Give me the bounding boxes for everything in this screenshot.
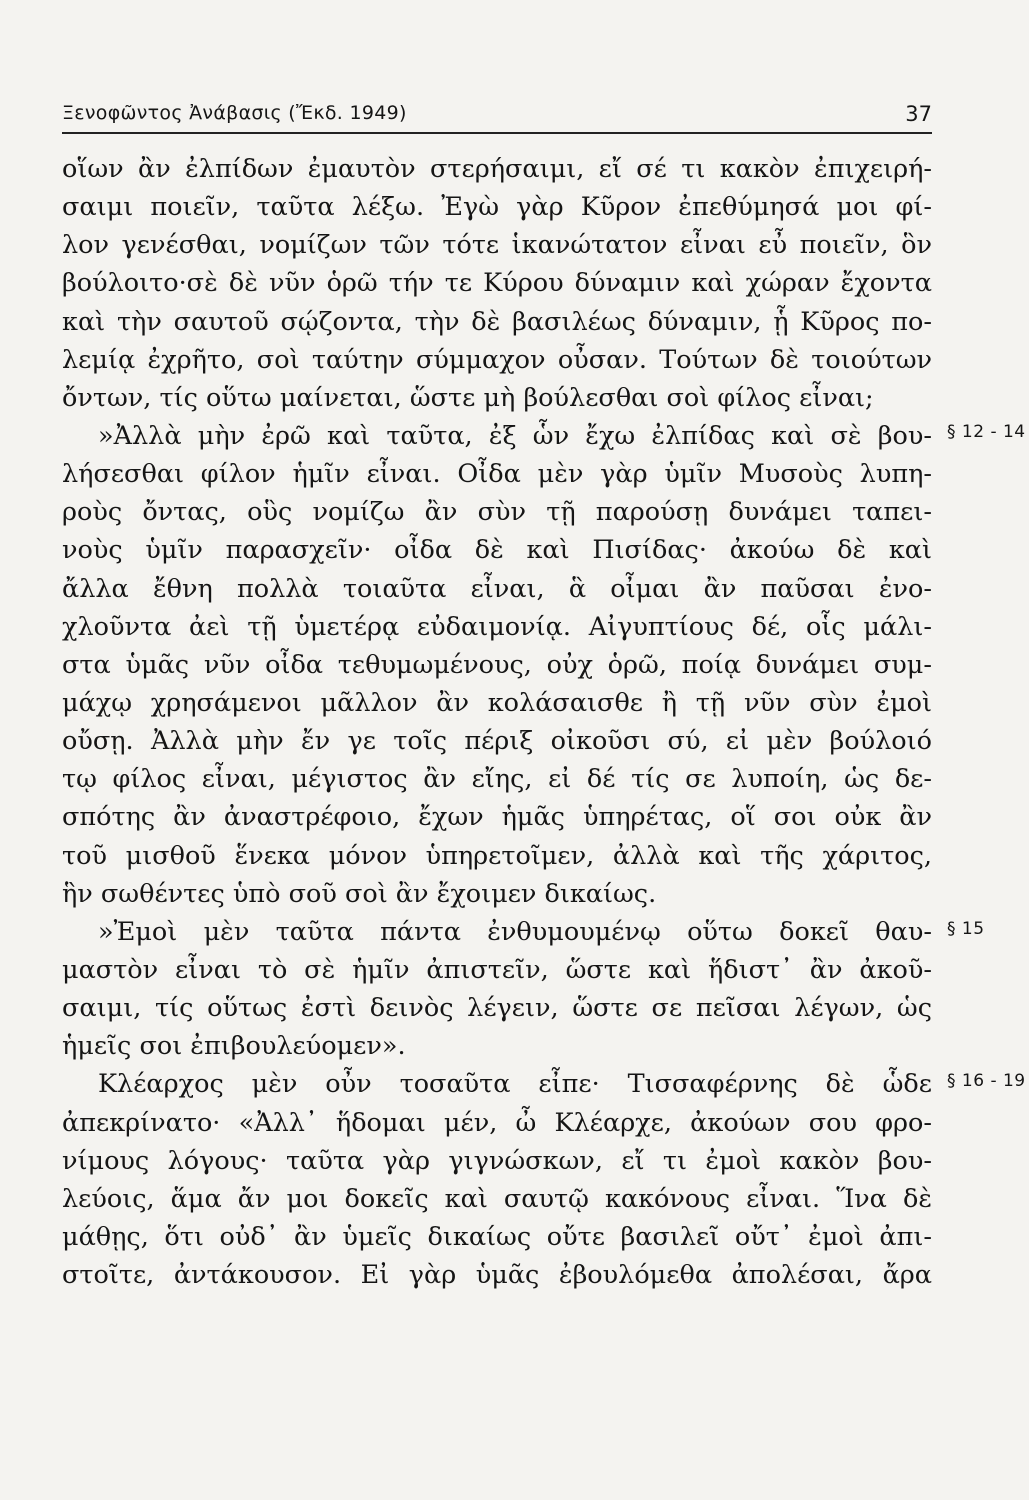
text-line: ἡμεῖς σοι ἐπιβουλεύομεν». (62, 1031, 406, 1062)
text-line: λον γενέσθαι, νομίζων τῶν τότε ἱκανώτατον εἶναι εὖ ποιεῖν, ὃν (62, 230, 932, 261)
text-line: βούλοιτο·σὲ δὲ νῦν ὁρῶ τήν τε Κύρου δύναμιν καὶ χώραν ἔχοντα (62, 268, 932, 299)
text-line: σαιμι, τίς οὕτως ἐστὶ δεινὸς λέγειν, ὥστε σε πεῖσαι λέγων, ὡς (62, 993, 932, 1024)
running-header (62, 96, 932, 134)
section-marker: § 12 - 14 (947, 422, 1026, 442)
text-line: στα ὑμᾶς νῦν οἶδα τεθυμωμένους, οὐχ ὁρῶ, ποίᾳ δυνάμει συμ- (62, 649, 932, 680)
text-line: λήσεσθαι φίλον ἡμῖν εἶναι. Οἶδα μὲν γὰρ ὑμῖν Μυσοὺς λυπη- (62, 459, 932, 490)
text-line: νοὺς ὑμῖν παρασχεῖν· οἶδα δὲ καὶ Πισίδας· ἀκούω δὲ καὶ (62, 535, 932, 566)
text-line: χλοῦντα ἀεὶ τῇ ὑμετέρᾳ εὐδαιμονίᾳ. Αἰγυπτίους δέ, οἷς μάλι- (62, 611, 932, 642)
section-marker: § 16 - 19 (947, 1071, 1026, 1091)
text-line: μαστὸν εἶναι τὸ σὲ ἡμῖν ἀπιστεῖν, ὥστε καὶ ἥδιστ᾽ ἂν ἀκοῦ- (62, 954, 932, 985)
text-line: τοῦ μισθοῦ ἕνεκα μόνον ὑπηρετοῖμεν, ἀλλὰ καὶ τῆς χάριτος, (62, 840, 932, 871)
text-line: Κλέαρχος μὲν οὖν τοσαῦτα εἶπε· Τισσαφέρνης δὲ ὧδε (98, 1069, 932, 1100)
text-line: τῳ φίλος εἶναι, μέγιστος ἂν εἴης, εἰ δέ τίς σε λυποίη, ὡς δε- (62, 764, 932, 795)
text-line: σαιμι ποιεῖν, ταῦτα λέξω. Ἐγὼ γὰρ Κῦρον ἐπεθύμησά μοι φί- (62, 192, 932, 223)
text-line: λεύοις, ἅμα ἄν μοι δοκεῖς καὶ σαυτῷ κακόνους εἶναι. Ἵνα δὲ (62, 1183, 932, 1214)
text-line: ἣν σωθέντες ὑπὸ σοῦ σοὶ ἂν ἔχοιμεν δικαίως. (62, 878, 657, 909)
text-line: σπότης ἂν ἀναστρέφοιο, ἔχων ἡμᾶς ὑπηρέτας, οἵ σοι οὐκ ἂν (62, 802, 932, 833)
text-line: οὔσῃ. Ἀλλὰ μὴν ἔν γε τοῖς πέριξ οἰκοῦσι σύ, εἰ μὲν βούλοιό (62, 726, 932, 757)
text-line: »Ἀλλὰ μὴν ἐρῶ καὶ ταῦτα, ἐξ ὧν ἔχω ἐλπίδας καὶ σὲ βου- (98, 420, 932, 451)
text-line: μάθῃς, ὅτι οὐδ᾽ ἂν ὑμεῖς δικαίως οὔτε βασιλεῖ οὔτ᾽ ἐμοὶ ἀπι- (62, 1221, 932, 1252)
text-line: νίμους λόγους· ταῦτα γὰρ γιγνώσκων, εἴ τι ἐμοὶ κακὸν βου- (62, 1145, 932, 1176)
text-line: »Ἐμοὶ μὲν ταῦτα πάντα ἐνθυμουμένῳ οὕτω δοκεῖ θαυ- (98, 916, 932, 947)
text-line: λεμίᾳ ἐχρῆτο, σοὶ ταύτην σύμμαχον οὖσαν. Τούτων δὲ τοιούτων (62, 344, 932, 375)
text-line: ἄλλα ἔθνη πολλὰ τοιαῦτα εἶναι, ἃ οἶμαι ἂν παῦσαι ἐνο- (62, 573, 932, 604)
text-line: στοῖτε, ἀντάκουσον. Εἰ γὰρ ὑμᾶς ἐβουλόμεθα ἀπολέσαι, ἄρα (62, 1260, 932, 1291)
text-line: ὄντων, τίς οὕτω μαίνεται, ὥστε μὴ βούλεσθαι σοὶ φίλος εἶναι; (62, 382, 874, 413)
text-line: οἵων ἂν ἐλπίδων ἐμαυτὸν στερήσαιμι, εἴ σέ τι κακὸν ἐπιχειρή- (62, 154, 932, 184)
header-title: Ξενοφῶντος Ἀνάβασις (Ἔκδ. 1949) (62, 102, 407, 124)
page-number: 37 (905, 102, 932, 126)
text-line: ροὺς ὄντας, οὓς νομίζω ἂν σὺν τῇ παρούσῃ δυνάμει ταπει- (62, 497, 932, 528)
section-marker: § 15 (947, 919, 985, 939)
body-text (62, 150, 1026, 1294)
text-line: μάχῳ χρησάμενοι μᾶλλον ἂν κολάσαισθε ἢ τῇ νῦν σὺν ἐμοὶ (62, 687, 932, 718)
text-line: καὶ τὴν σαυτοῦ σῴζοντα, τὴν δὲ βασιλέως δύναμιν, ᾗ Κῦρος πο- (62, 306, 932, 337)
text-line: ἀπεκρίνατο· «Ἀλλ᾽ ἥδομαι μέν, ὦ Κλέαρχε, ἀκούων σου φρο- (62, 1107, 932, 1138)
